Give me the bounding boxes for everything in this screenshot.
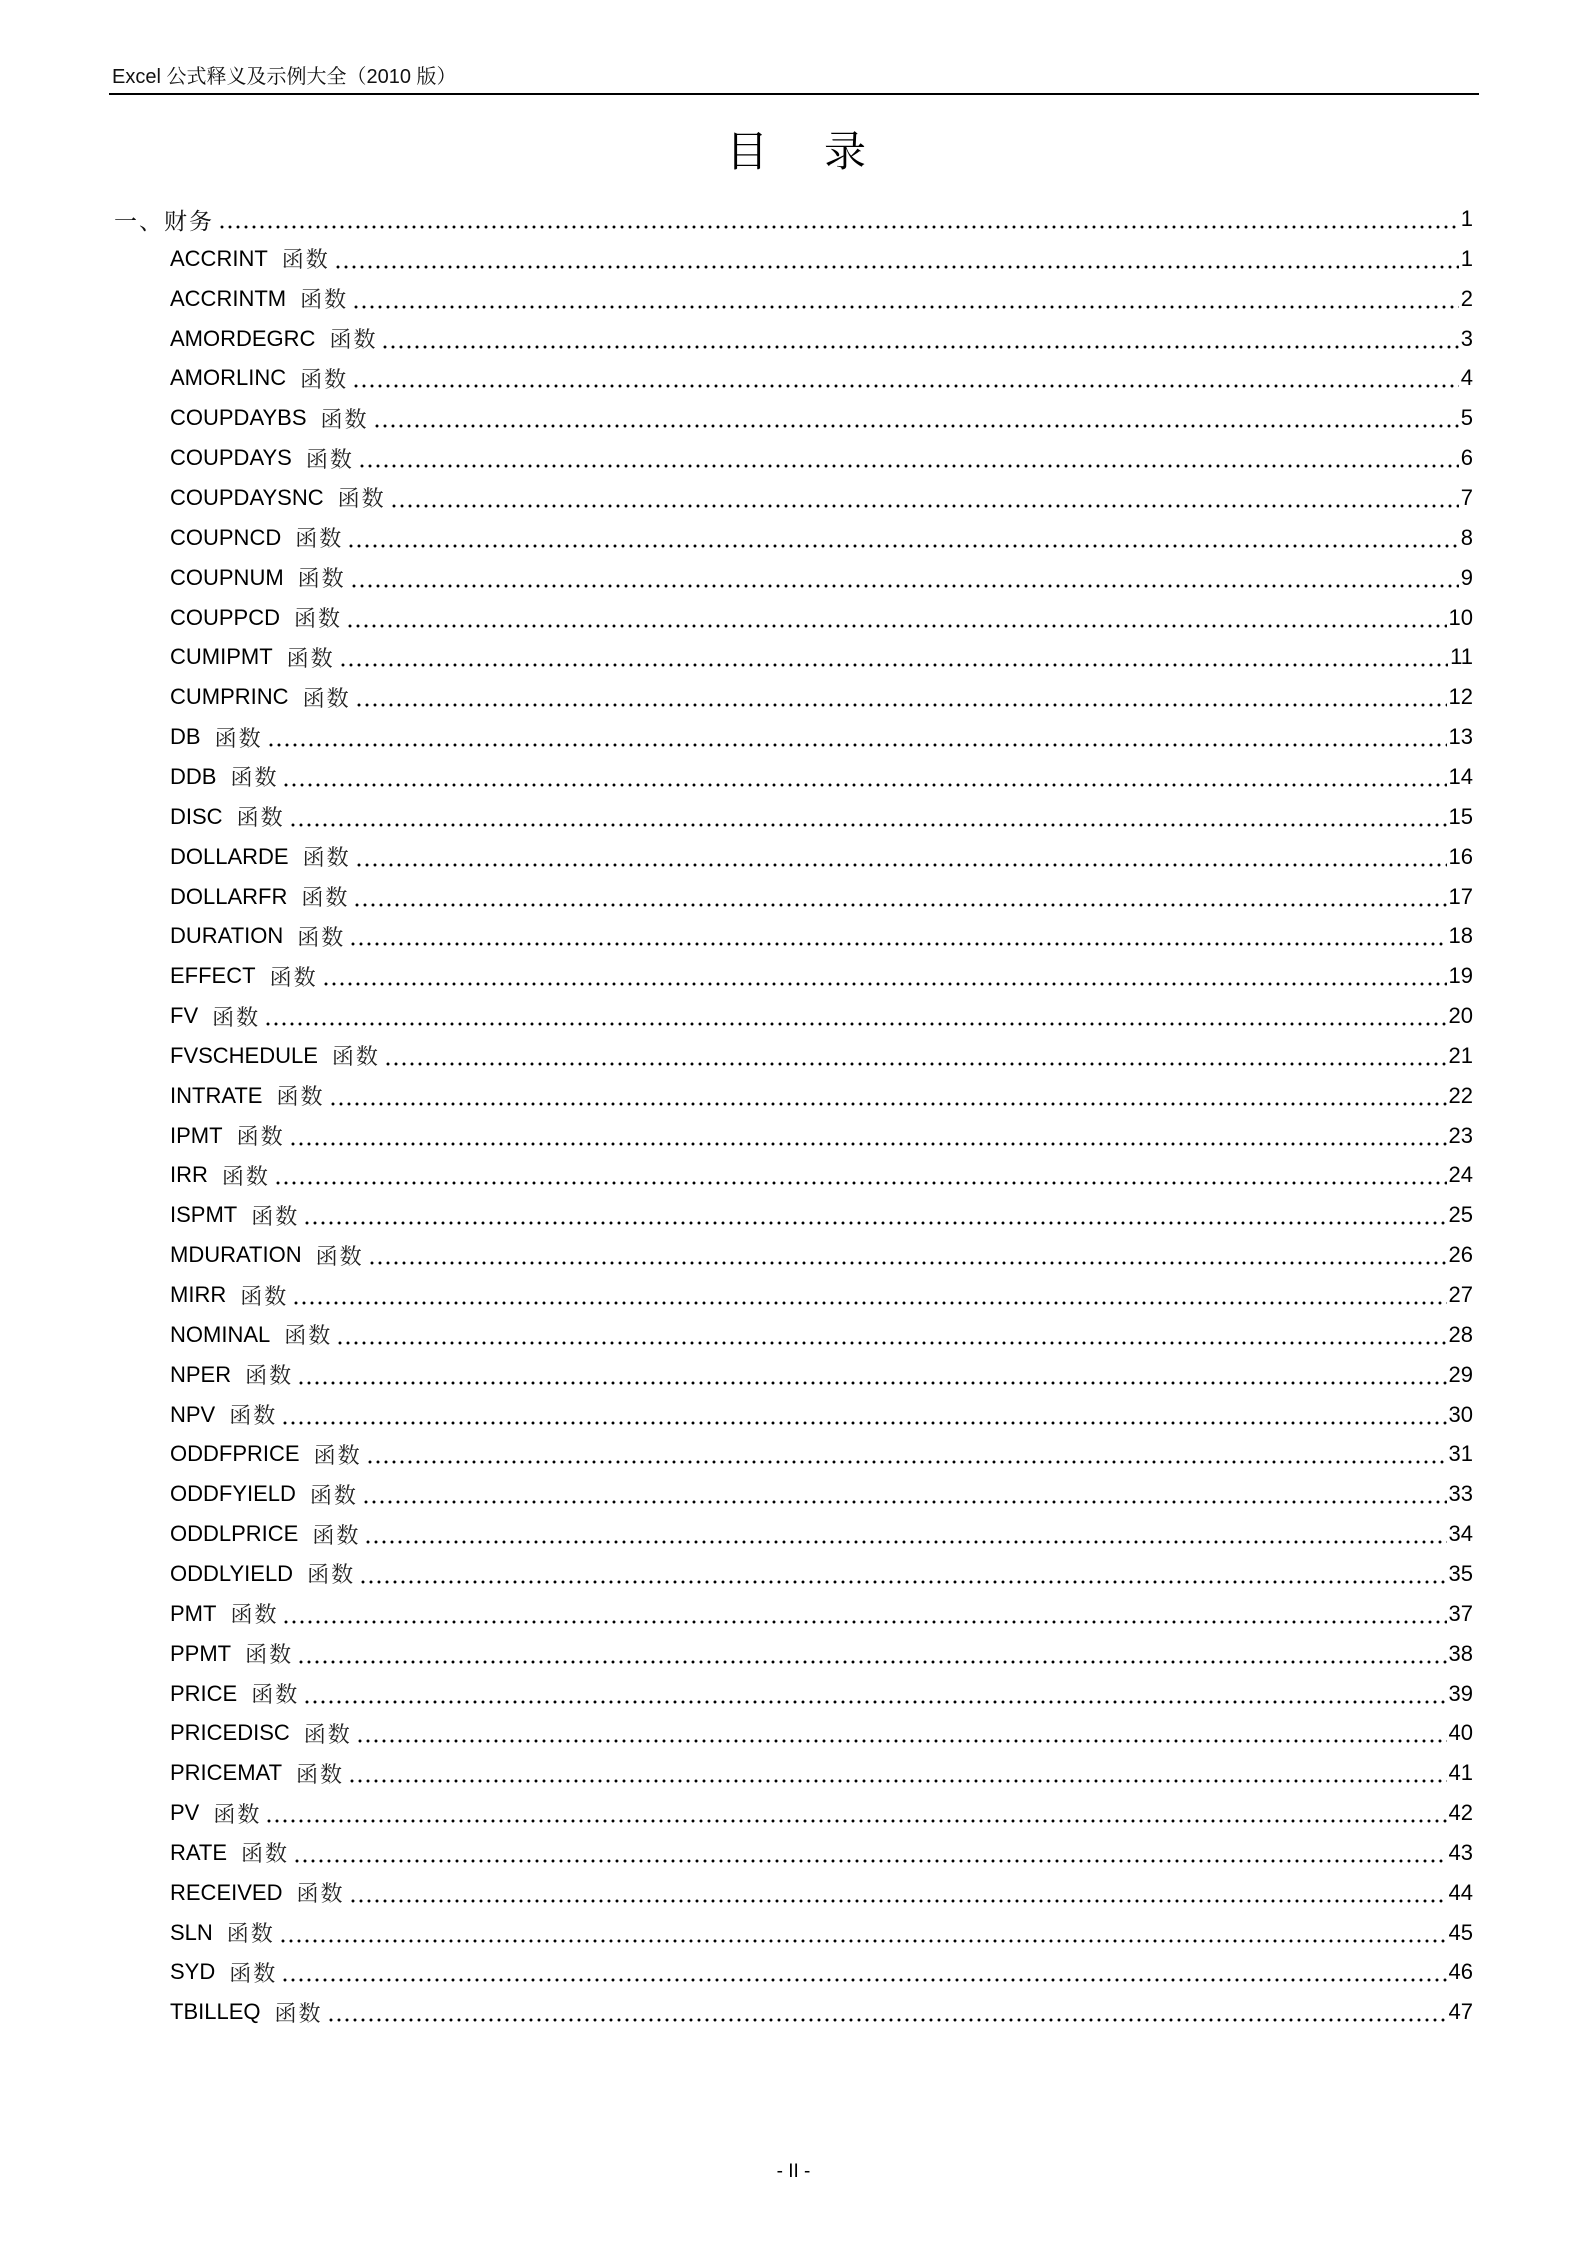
dot-leader <box>282 1603 1446 1625</box>
toc-entry-name: RECEIVED <box>170 1879 283 1905</box>
toc-page-number: 37 <box>1448 1600 1473 1626</box>
toc-entry[interactable] <box>170 1992 1473 2032</box>
toc-entry-suffix: 函数 <box>303 1722 352 1748</box>
toc-entry-suffix: 函数 <box>245 1364 294 1390</box>
toc-entry-suffix: 函数 <box>212 1005 261 1031</box>
toc-page-number: 1 <box>1460 245 1473 271</box>
toc-page-number: 34 <box>1448 1521 1473 1546</box>
toc-entry-name: PRICEDISC <box>170 1720 290 1746</box>
toc-entry[interactable] <box>170 797 1473 837</box>
toc-entry-name: FV <box>170 1003 199 1028</box>
toc-page-number: 46 <box>1448 1959 1473 1985</box>
toc-page-number: 9 <box>1460 564 1473 590</box>
toc-entry[interactable] <box>170 438 1473 478</box>
dot-leader <box>390 487 1459 509</box>
toc-page-number: 8 <box>1460 524 1473 550</box>
dot-leader <box>303 1204 1446 1226</box>
toc-entry[interactable] <box>170 1474 1473 1514</box>
toc-entry[interactable] <box>170 358 1473 398</box>
toc-entry-name: ODDLYIELD <box>170 1560 294 1586</box>
running-header: Excel 公式释义及示例大全（2010 版） <box>112 66 457 88</box>
toc-entry-suffix: 函数 <box>230 766 279 792</box>
toc-entry-name: PPMT <box>170 1640 232 1666</box>
toc-entry-suffix: 函数 <box>294 607 343 632</box>
toc-entry-name: ACCRINT <box>170 245 268 271</box>
toc-page-number: 11 <box>1450 644 1473 670</box>
toc-page-number: 6 <box>1460 445 1473 471</box>
toc-entry-suffix: 函数 <box>297 925 346 951</box>
toc-entry[interactable] <box>170 1434 1473 1474</box>
toc-page-number: 27 <box>1448 1282 1473 1307</box>
toc-entry-name: COUPDAYS <box>170 445 292 471</box>
toc-entry[interactable] <box>170 279 1473 319</box>
dot-leader <box>267 726 1447 748</box>
toc-page-number: 19 <box>1448 963 1473 989</box>
toc-entry-name: DDB <box>170 763 217 789</box>
toc-entry[interactable] <box>170 1634 1473 1674</box>
toc-entry-name: PRICE <box>170 1680 238 1706</box>
toc-entry-name: COUPNUM <box>170 564 284 590</box>
toc-entry-suffix: 函数 <box>251 1204 300 1230</box>
page-number-footer <box>0 2158 1587 2186</box>
toc-entry-name: INTRATE <box>170 1082 263 1108</box>
toc-entry[interactable] <box>170 757 1473 797</box>
toc-entry[interactable] <box>170 1235 1473 1275</box>
toc-entry-suffix: 函数 <box>251 1683 300 1708</box>
toc-entry[interactable] <box>170 398 1473 438</box>
toc-entry-suffix: 函数 <box>230 1603 279 1629</box>
toc-entry-name: COUPNCD <box>170 524 282 550</box>
toc-entry[interactable] <box>170 1554 1473 1594</box>
toc-entry-name: NOMINAL <box>170 1321 271 1347</box>
toc-entry-name: PRICEMAT <box>170 1760 283 1786</box>
dot-leader <box>362 1483 1447 1505</box>
toc-entry-suffix: 函数 <box>307 1563 356 1589</box>
toc-entry-name: ODDLPRICE <box>170 1521 299 1546</box>
toc-entry[interactable] <box>170 1833 1473 1873</box>
toc-entry-suffix: 函数 <box>337 487 386 513</box>
toc-entry[interactable] <box>170 916 1473 956</box>
toc-entry-suffix: 函数 <box>295 527 344 553</box>
toc-page-number: 18 <box>1448 923 1473 949</box>
dot-leader <box>339 646 1448 668</box>
toc-page-number: 17 <box>1448 883 1473 909</box>
dot-leader <box>384 1045 1447 1067</box>
toc-entry[interactable] <box>170 1036 1473 1076</box>
dot-leader <box>355 846 1447 868</box>
toc-entry[interactable] <box>170 1674 1473 1714</box>
toc-entry[interactable] <box>170 1155 1473 1195</box>
toc-entry-suffix: 函数 <box>241 1842 290 1868</box>
toc-entry-suffix: 函数 <box>313 1443 362 1469</box>
toc-entry-name: NPER <box>170 1361 232 1387</box>
toc-entry-suffix: 函数 <box>312 1523 361 1549</box>
toc-entry-suffix: 函数 <box>229 1404 278 1429</box>
header-rule <box>109 93 1479 95</box>
toc-entry-suffix: 函数 <box>281 248 330 274</box>
dot-leader <box>334 248 1459 270</box>
dot-leader <box>336 1324 1446 1346</box>
toc-page-number: 20 <box>1448 1003 1473 1028</box>
toc-page-number: 15 <box>1448 803 1473 829</box>
toc-entry[interactable] <box>170 598 1473 638</box>
toc-entry-name: DISC <box>170 803 223 829</box>
toc-entry-suffix: 函数 <box>315 1244 364 1270</box>
toc-entry[interactable] <box>170 1355 1473 1395</box>
dot-leader <box>349 925 1446 947</box>
toc-entry-name: ISPMT <box>170 1202 238 1228</box>
toc-entry-name: PV <box>170 1800 200 1825</box>
toc-entry[interactable] <box>170 1713 1473 1753</box>
dot-leader <box>346 607 1446 629</box>
toc-entry-suffix: 函数 <box>297 567 346 593</box>
toc-entry-suffix: 函数 <box>300 288 349 314</box>
dot-leader <box>289 806 1447 828</box>
toc-entry-suffix: 函数 <box>213 1802 262 1828</box>
toc-page-number: 28 <box>1448 1321 1473 1347</box>
toc-entry-name: CUMPRINC <box>170 684 289 710</box>
dot-leader <box>282 766 1446 788</box>
toc-entry-suffix: 函数 <box>276 1085 325 1111</box>
dot-leader <box>352 367 1459 389</box>
toc-entry[interactable] <box>170 1395 1473 1435</box>
toc-entry-suffix: 函数 <box>226 1922 275 1947</box>
toc-entry-name: ODDFYIELD <box>170 1481 296 1507</box>
dot-leader <box>297 1643 1446 1665</box>
toc-page-number: 30 <box>1448 1401 1473 1427</box>
toc-entry-suffix: 函数 <box>301 886 350 911</box>
dot-leader <box>348 1762 1446 1784</box>
dot-leader <box>264 1005 1446 1027</box>
toc-entry[interactable] <box>170 1315 1473 1355</box>
toc-entry-name: ACCRINTM <box>170 285 287 311</box>
toc-entry[interactable] <box>170 319 1473 359</box>
toc-section-finance[interactable] <box>114 199 1473 239</box>
toc-page-number: 26 <box>1448 1242 1473 1268</box>
toc-section-label: 一、财务 <box>114 208 214 235</box>
toc-entry[interactable] <box>170 518 1473 558</box>
dot-leader <box>347 527 1459 549</box>
toc-page-number: 39 <box>1448 1680 1473 1706</box>
toc-entry[interactable] <box>170 558 1473 598</box>
toc-entry-name: DB <box>170 724 201 750</box>
toc-entry-name: MIRR <box>170 1282 227 1307</box>
footer-page-label: - II - <box>776 2161 811 2182</box>
dot-leader <box>218 208 1459 230</box>
dot-leader <box>293 1842 1446 1864</box>
toc-page-number: 40 <box>1448 1720 1473 1746</box>
toc-entry-suffix: 函数 <box>320 407 369 433</box>
toc-entry-suffix: 函数 <box>300 367 349 393</box>
toc-page-number: 14 <box>1448 763 1473 789</box>
dot-leader <box>353 886 1446 908</box>
toc-entry[interactable] <box>170 1873 1473 1913</box>
toc-page-number: 38 <box>1448 1640 1473 1666</box>
toc-entry-suffix: 函数 <box>214 726 263 752</box>
toc-entry-name: AMORDEGRC <box>170 325 316 351</box>
dot-leader <box>355 686 1447 708</box>
toc-page-number: 25 <box>1448 1202 1473 1228</box>
toc-page-number: 3 <box>1460 325 1473 351</box>
toc-entry-name: DOLLARDE <box>170 843 289 869</box>
dot-leader <box>322 965 1447 987</box>
dot-leader <box>368 1244 1447 1266</box>
dot-leader <box>329 1085 1447 1107</box>
toc-page-number: 21 <box>1448 1042 1473 1068</box>
toc-entry-name: SYD <box>170 1959 216 1985</box>
dot-leader <box>352 288 1459 310</box>
toc-page-number: 45 <box>1448 1919 1473 1945</box>
toc-entry-suffix: 函数 <box>331 1045 380 1071</box>
dot-leader <box>366 1443 1447 1465</box>
toc-page-number: 2 <box>1460 285 1473 311</box>
toc-entry-suffix: 函数 <box>284 1324 333 1350</box>
toc-entry[interactable] <box>170 1275 1473 1315</box>
toc-entry[interactable] <box>170 239 1473 279</box>
toc-entry-name: DOLLARFR <box>170 883 288 909</box>
toc-page-number: 29 <box>1448 1361 1473 1387</box>
dot-leader <box>274 1164 1447 1186</box>
toc-entry-name: SLN <box>170 1919 213 1945</box>
toc-entry-name: EFFECT <box>170 963 256 989</box>
dot-leader <box>373 407 1459 429</box>
toc-entry[interactable] <box>170 1594 1473 1634</box>
toc-entry-suffix: 函数 <box>236 1125 285 1151</box>
toc-entry-name: NPV <box>170 1401 216 1427</box>
toc-entry-name: FVSCHEDULE <box>170 1042 318 1068</box>
toc-entry-suffix: 函数 <box>221 1164 270 1190</box>
toc-page-number: 31 <box>1448 1441 1473 1467</box>
toc-entry[interactable] <box>170 1753 1473 1793</box>
dot-leader <box>303 1683 1446 1705</box>
toc-entry-suffix: 函数 <box>309 1483 358 1509</box>
toc-entry-name: COUPPCD <box>170 604 281 630</box>
toc-entry[interactable] <box>170 996 1473 1036</box>
toc-page-number: 13 <box>1448 724 1473 750</box>
toc-entry-suffix: 函数 <box>274 2001 323 2027</box>
dot-leader <box>289 1125 1447 1147</box>
dot-leader <box>265 1802 1446 1824</box>
toc-entry-suffix: 函数 <box>269 965 318 991</box>
dot-leader <box>279 1922 1447 1944</box>
toc-page-number: 5 <box>1460 405 1473 431</box>
toc-entry-name: CUMIPMT <box>170 644 273 670</box>
toc-page-number: 35 <box>1448 1560 1473 1586</box>
dot-leader <box>327 2001 1447 2023</box>
toc-entry-name: PMT <box>170 1600 217 1626</box>
toc-entry-suffix: 函数 <box>305 447 354 473</box>
toc-entry[interactable] <box>170 877 1473 917</box>
dot-leader <box>358 447 1459 469</box>
toc-page-number: 41 <box>1448 1760 1473 1786</box>
toc-entry-name: AMORLINC <box>170 365 287 391</box>
toc-entry-suffix: 函数 <box>302 686 351 712</box>
toc-entry-name: IPMT <box>170 1122 223 1148</box>
toc-page-number: 44 <box>1448 1879 1473 1905</box>
toc-entry-name: RATE <box>170 1839 228 1865</box>
toc-entry[interactable] <box>170 837 1473 877</box>
toc-entry-name: COUPDAYBS <box>170 405 307 431</box>
dot-leader <box>356 1722 1447 1744</box>
toc-entry[interactable] <box>170 1195 1473 1235</box>
toc-entry[interactable] <box>170 1076 1473 1116</box>
toc-page-number: 22 <box>1448 1082 1473 1108</box>
toc-entry[interactable] <box>170 1913 1473 1953</box>
toc-entry[interactable] <box>170 478 1473 518</box>
dot-leader <box>281 1404 1446 1426</box>
toc-entry-suffix: 函数 <box>296 1882 345 1908</box>
toc-page-number: 4 <box>1460 365 1473 391</box>
toc-entry-suffix: 函数 <box>240 1284 289 1310</box>
toc-page-number: 24 <box>1448 1162 1473 1188</box>
toc-entry-suffix: 函数 <box>236 806 285 832</box>
toc-page-number: 1 <box>1460 206 1473 231</box>
dot-leader <box>349 1882 1447 1904</box>
toc-entry-name: ODDFPRICE <box>170 1441 300 1467</box>
toc-entry-name: COUPDAYSNC <box>170 484 324 510</box>
toc-title: 目录 <box>726 127 923 176</box>
dot-leader <box>381 328 1458 350</box>
dot-leader <box>350 567 1459 589</box>
toc-entry-name: TBILLEQ <box>170 1999 261 2025</box>
toc-entry-name: DURATION <box>170 923 284 949</box>
toc-entry[interactable] <box>170 637 1473 677</box>
toc-entry[interactable] <box>170 956 1473 996</box>
toc-entry-suffix: 函数 <box>296 1762 345 1788</box>
dot-leader <box>364 1523 1446 1545</box>
toc-page-number: 16 <box>1448 843 1473 869</box>
dot-leader <box>292 1284 1446 1306</box>
toc-entry-suffix: 函数 <box>229 1961 278 1987</box>
toc-page-number: 12 <box>1448 684 1473 710</box>
toc-entry[interactable] <box>170 1116 1473 1156</box>
dot-leader <box>281 1961 1446 1983</box>
toc-entry[interactable] <box>170 717 1473 757</box>
toc-entry-suffix: 函数 <box>329 328 378 354</box>
toc-entry-name: IRR <box>170 1162 208 1188</box>
toc-entry[interactable] <box>170 1793 1473 1833</box>
toc-entry[interactable] <box>170 1952 1473 1992</box>
toc-page-number: 33 <box>1448 1481 1473 1507</box>
toc-entry-name: MDURATION <box>170 1242 302 1268</box>
toc-entry[interactable] <box>170 677 1473 717</box>
toc-page-number: 42 <box>1448 1800 1473 1825</box>
toc-page-number: 43 <box>1448 1839 1473 1865</box>
toc-entry-suffix: 函数 <box>302 846 351 872</box>
dot-leader <box>297 1364 1446 1386</box>
toc-page-number: 10 <box>1448 604 1473 630</box>
toc-entry-suffix: 函数 <box>245 1643 294 1669</box>
toc-entry-suffix: 函数 <box>286 646 335 672</box>
toc-page-number: 47 <box>1448 1999 1473 2025</box>
dot-leader <box>359 1563 1446 1585</box>
toc-page-number: 7 <box>1460 484 1473 510</box>
toc-entry[interactable] <box>170 1514 1473 1554</box>
toc-page-number: 23 <box>1448 1122 1473 1148</box>
